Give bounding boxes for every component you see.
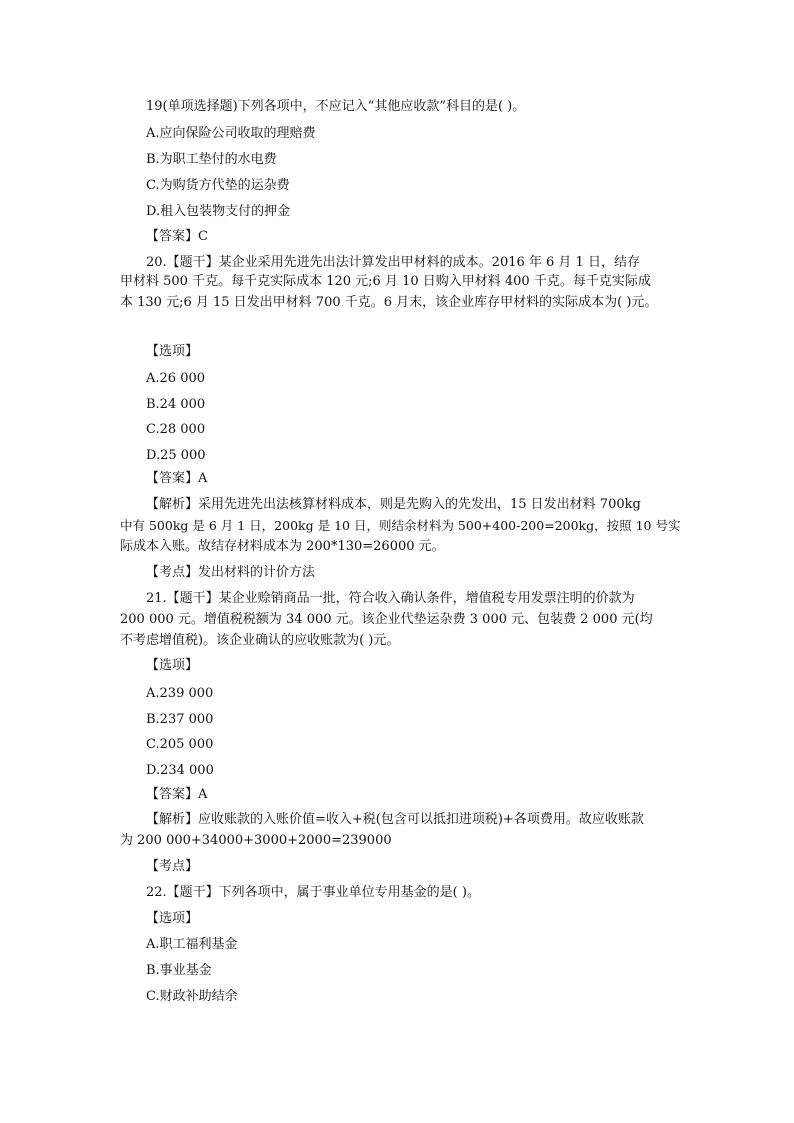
- q19-option-c: C.为购货方代垫的运杂费: [146, 178, 290, 193]
- q19-stem: 19(单项选择题)下列各项中，不应记入“其他应收款”科目的是( )。: [146, 99, 526, 114]
- q20-stem-line-2: 甲材料 500 千克。每千克实际成本 120 元;6 月 10 日购入甲材料 400 千克。每千克实际成: [120, 274, 651, 289]
- q21-analysis-line-1: 【解析】应收账款的入账价值=收入+税(包含可以抵扣进项税)+各项费用。故应收账款: [146, 812, 644, 827]
- q21-option-a: A.239 000: [146, 686, 214, 701]
- q19-option-d: D.租入包装物支付的押金: [146, 204, 291, 219]
- q20-analysis-line-3: 际成本入账。故结存材料成本为 200*130=26000 元。: [120, 539, 445, 554]
- q20-point: 【考点】发出材料的计价方法: [146, 565, 316, 580]
- q20-options-heading: 【选项】: [146, 344, 199, 359]
- q20-analysis-line-1: 【解析】采用先进先出法核算材料成本，则是先购入的先发出，15 日发出材料 700kg: [146, 497, 641, 512]
- q21-stem-line-1: 21.【题干】某企业赊销商品一批，符合收入确认条件，增值税专用发票注明的价款为: [146, 591, 635, 606]
- q20-option-c: C.28 000: [146, 422, 206, 437]
- q19-option-a: A.应向保险公司收取的理赔费: [146, 126, 316, 141]
- q20-analysis-line-2: 中有 500kg 是 6 月 1 日，200kg 是 10 日，则结余材料为 500+400-200=200kg，按照 10 号实: [120, 518, 681, 533]
- q20-option-d: D.25 000: [146, 448, 206, 463]
- q21-options-heading: 【选项】: [146, 658, 199, 673]
- q21-option-b: B.237 000: [146, 712, 214, 727]
- q21-stem-line-3: 不考虑增值税)。该企业确认的应收账款为( )元。: [120, 633, 400, 648]
- q20-answer: 【答案】A: [146, 471, 208, 486]
- q22-options-heading: 【选项】: [146, 911, 199, 926]
- q20-stem-line-1: 20.【题干】某企业采用先进先出法计算发出甲材料的成本。2016 年 6 月 1 日，结存: [146, 255, 640, 270]
- q21-option-c: C.205 000: [146, 737, 214, 752]
- q21-point: 【考点】: [146, 859, 199, 874]
- q21-answer: 【答案】A: [146, 787, 208, 802]
- q22-option-c: C.财政补助结余: [146, 989, 238, 1004]
- q22-option-a: A.职工福利基金: [146, 937, 238, 952]
- q19-option-b: B.为职工垫付的水电费: [146, 152, 277, 167]
- q21-stem-line-2: 200 000 元。增值税税额为 34 000 元。该企业代垫运杂费 3 000 元、包装费 2 000 元(均: [120, 612, 653, 627]
- q19-answer: 【答案】C: [146, 229, 208, 244]
- q20-option-a: A.26 000: [146, 371, 206, 386]
- q20-stem-line-3: 本 130 元;6 月 15 日发出甲材料 700 千克。6 月末，该企业库存甲材料的实际成本为( )元。: [120, 295, 658, 310]
- q21-analysis-line-2: 为 200 000+34000+3000+2000=239000: [120, 833, 392, 848]
- q21-option-d: D.234 000: [146, 763, 214, 778]
- q20-option-b: B.24 000: [146, 397, 206, 412]
- q22-option-b: B.事业基金: [146, 963, 212, 978]
- q22-stem: 22.【题干】下列各项中，属于事业单位专用基金的是( )。: [146, 885, 480, 900]
